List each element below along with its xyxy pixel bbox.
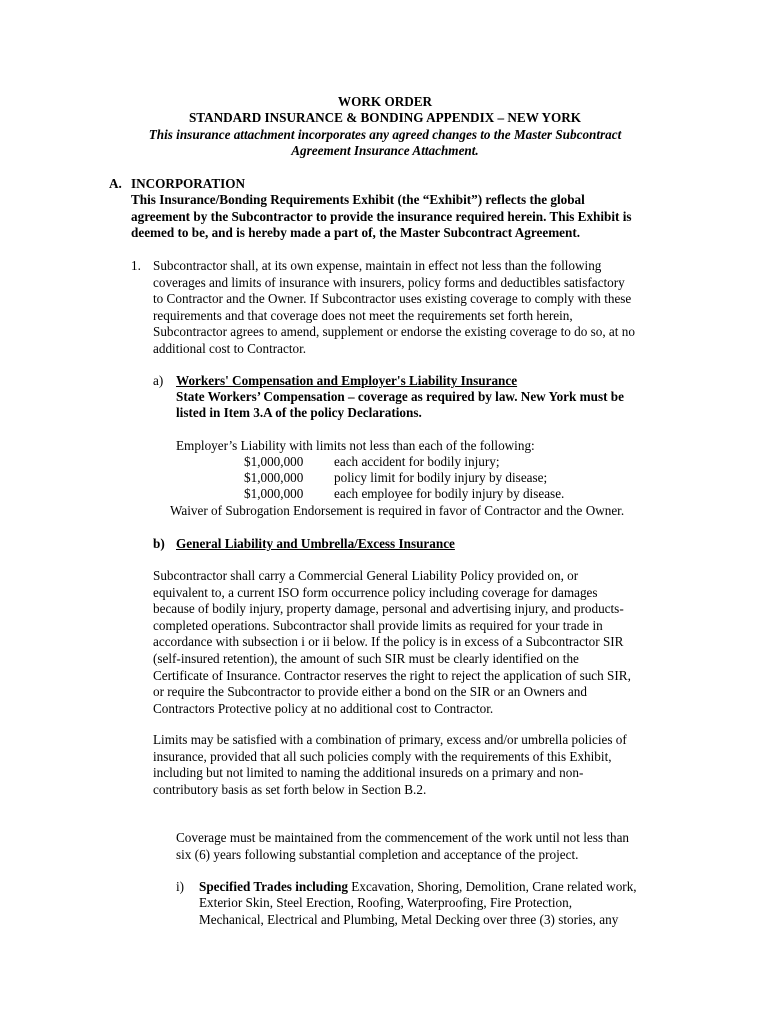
sub-b-p1-line: or require the Subcontractor to provide either a bond on the SIR or an Owners and xyxy=(153,684,587,700)
section-a-line: This Insurance/Bonding Requirements Exhibit (the “Exhibit”) reflects the global xyxy=(131,192,585,207)
sub-b-p1-line: completed operations. Subcontractor shall provide limits as required for your trade in xyxy=(153,617,603,633)
item-i-line-1-rest: Excavation, Shoring, Demolition, Crane related work, xyxy=(348,879,637,894)
sub-b-paragraph-1 xyxy=(153,568,631,717)
section-a-line: deemed to be, and is hereby made a part of, the Master Subcontract Agreement. xyxy=(131,225,581,241)
waiver-of-subrogation: Waiver of Subrogation Endorsement is required in favor of Contractor and the Owner. xyxy=(170,503,625,518)
section-a-body xyxy=(131,192,632,242)
item-1-line: coverages and limits of insurance with insurers, policy forms and deductibles satisfactory xyxy=(153,274,625,290)
item-1-line: to Contractor and the Owner. If Subcontractor uses existing coverage to comply with these xyxy=(153,291,632,307)
item-1-line: Subcontractor shall, at its own expense, maintain in effect not less than the following xyxy=(153,258,602,273)
item-1-body xyxy=(153,258,635,358)
limit-description: each employee for bodily injury by disease. xyxy=(334,486,565,501)
section-a-heading: INCORPORATION xyxy=(131,176,246,191)
item-1-line: Subcontractor agrees to amend, supplement or endorse the existing coverage to do so, at no xyxy=(153,324,635,340)
specified-trades-label: Specified Trades including xyxy=(199,879,348,894)
section-a-line: agreement by the Subcontractor to provide the insurance required herein. This Exhibit is xyxy=(131,208,632,224)
limit-amount: $1,000,000 xyxy=(244,470,304,485)
document-subtitle: STANDARD INSURANCE & BONDING APPENDIX – NEW YORK xyxy=(188,110,582,125)
section-a-letter: A. xyxy=(109,176,122,191)
sub-b-p2-line: contributory basis as set forth below in Section B.2. xyxy=(153,781,427,797)
attachment-note-line-2: Agreement Insurance Attachment. xyxy=(291,143,479,158)
attachment-note-line-1: This insurance attachment incorporates any agreed changes to the Master Subcontract xyxy=(148,127,622,142)
item-i-line-2: Exterior Skin, Steel Erection, Roofing, Waterproofing, Fire Protection, xyxy=(199,895,572,910)
sub-a-title: Workers' Compensation and Employer's Liability Insurance xyxy=(176,373,518,388)
item-1-line: additional cost to Contractor. xyxy=(153,340,307,356)
sub-a-letter: a) xyxy=(153,373,164,388)
sub-b-p1-line: Certificate of Insurance. Contractor reserves the right to reject the application of such SIR, xyxy=(153,667,631,683)
sub-a-bold-line-1: State Workers’ Compensation – coverage as required by law. New York must be xyxy=(176,389,624,404)
employers-liability-intro: Employer’s Liability with limits not less than each of the following: xyxy=(176,438,535,453)
sub-b-p2-line: Limits may be satisfied with a combination of primary, excess and/or umbrella policies of xyxy=(153,732,627,747)
limit-description: policy limit for bodily injury by disease; xyxy=(334,470,548,485)
document-title: WORK ORDER xyxy=(337,94,433,109)
item-i-label: i) xyxy=(176,879,185,894)
item-i-line-1 xyxy=(199,879,637,896)
coverage-duration-paragraph xyxy=(176,830,629,863)
sub-b-p1-line: accordance with subsection i or ii below. If the policy is in excess of a Subcontractor SIR xyxy=(153,634,624,650)
sub-b-title: General Liability and Umbrella/Excess Insurance xyxy=(176,536,455,551)
limit-amount: $1,000,000 xyxy=(244,454,304,469)
sub-b-p2-line: including but not limited to naming the additional insureds on a primary and non- xyxy=(153,765,584,781)
coverage-line: six (6) years following substantial completion and acceptance of the project. xyxy=(176,846,579,862)
sub-b-p1-line: Contractors Protective policy at no additional cost to Contractor. xyxy=(153,700,494,716)
sub-b-p1-line: because of bodily injury, property damage, personal and advertising injury, and products- xyxy=(153,601,624,617)
sub-b-letter: b) xyxy=(153,536,165,551)
sub-b-p1-line: equivalent to, a current ISO form occurrence policy including coverage for damages xyxy=(153,584,598,600)
item-i-line-3: Mechanical, Electrical and Plumbing, Metal Decking over three (3) stories, any xyxy=(199,912,619,927)
sub-b-paragraph-2 xyxy=(153,732,627,798)
coverage-line: Coverage must be maintained from the commencement of the work until not less than xyxy=(176,830,630,845)
item-1-number: 1. xyxy=(131,258,141,273)
item-1-line: requirements and that coverage does not meet the requirements set forth herein, xyxy=(153,307,573,323)
sub-b-p2-line: insurance, provided that all such policies comply with the requirements of this Exhibit, xyxy=(153,748,612,764)
sub-b-p1-line: (self-insured retention), the amount of such SIR must be clearly identified on the xyxy=(153,650,579,666)
sub-a-bold-line-2: listed in Item 3.A of the policy Declarations. xyxy=(176,405,422,420)
limit-description: each accident for bodily injury; xyxy=(334,454,500,469)
limit-amount: $1,000,000 xyxy=(244,486,304,501)
sub-b-p1-line: Subcontractor shall carry a Commercial General Liability Policy provided on, or xyxy=(153,568,579,583)
